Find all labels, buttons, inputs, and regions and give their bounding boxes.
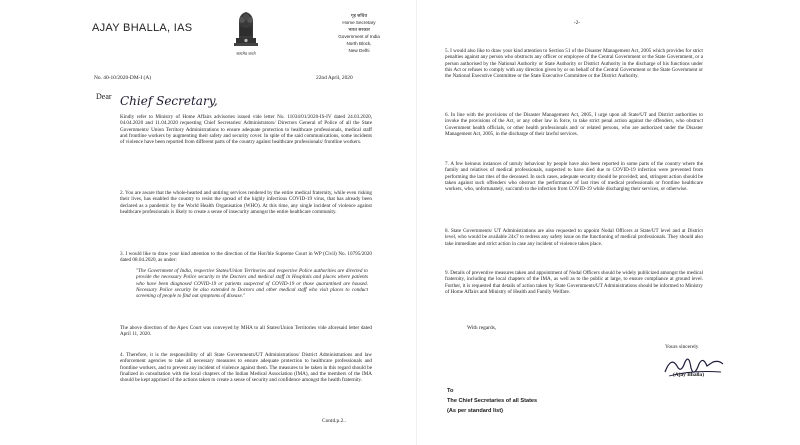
paragraph-8: 8. State Governments/ UT Administrations are also requested to appoint Nodal Officers at State/UT level and at District level, who would be available 24x7 to redress any safety issue on the functioning of medical professionals. They should also take immediate and strict action in case any incident of violence takes place. (445, 228, 703, 247)
address-line: गृह सचिव (350, 13, 368, 18)
recipient-list-note: (As per standard list) (447, 408, 503, 414)
address-line: Government of India (338, 34, 380, 39)
paragraph-6: 6. In line with the provisions of the Disaster Management Act, 2005, I urge upon all State/UT and District authorities to invoke the provisions of the Act, or any other law in force, to take strict penal action against the offenders, who obstruct Government health officials, or other health professionals and/ or related persons, who are authorized under the Disaster Management Act, 2005, in the discharge of their lawful services. (445, 112, 703, 137)
paragraph-intro: Kindly refer to Ministry of Home Affairs advisories issued vide letter No. 11034/01/2020-IS-IV dated 24.03.2020, 04.04.2020 and 11.04.2020 requesting Chief Secretaries/ Administrators/ Directors General of Police of all the State Governments/ Union Territory Administrations to ensure adequate protection to healthcare professionals, medical staff and frontline workers by augmenting their safety and security cover. In spite of the said communications, some incidents of violence have been reported from different parts of the country against healthcare professionals/ frontline workers. (120, 114, 372, 146)
paragraph-conveyed: The above direction of the Apex Court was conveyed by MHA to all States/Union Territories vide aforesaid letter dated April 11, 2020. (120, 325, 372, 338)
handwritten-greeting-text: Chief Secretary, (120, 94, 218, 108)
closing-regards: With regards, (467, 325, 497, 331)
paragraph-9: 9. Details of preventive measures taken and appointment of Nodal Officers should be widely publicized amongst the medical fraternity, including the local chapters of the IMA, as well as to the public at large, to ensure compliance at ground level. Further, it is requested that details of action taken by State Governments/UT Administrations should be informed to Ministry of Home Affairs and Ministry of Health and Family Welfare. (445, 270, 703, 295)
paragraph-4: 4. Therefore, it is the responsibility of all State Governments/UT Administrations/ District Administrations and law enforcement agencies to take all necessary measures to ensure adequate protection to healthcare professionals and frontline workers, and to prevent any incident of violence against them. The measures to be taken in this regard should be finalized in consultation with the local chapters of the Indian Medical Association (IMA), and the members of the IMA should be kept apprised of the actions taken to create a sense of security and confidence amongst the health fraternity. (120, 352, 372, 384)
salutation: Dear (96, 92, 112, 101)
letter-page-1 (88, 0, 404, 445)
letter-date: 22nd April, 2020 (316, 75, 353, 81)
office-address (328, 12, 390, 54)
continued-note: Contd.p.2.. (322, 418, 346, 424)
paragraph-5: 5. I would also like to draw your kind attention to Section 51 of the Disaster Management Act, 2005 which provides for strict penalties against any person who obstructs any officer or employee of the Central Government or the State Government, or a person authorised by the National Authority or State Authority or District Authority in the discharge of his functions under this Act or refuses to comply with any direction given by or on behalf of the Central Government or the State Government or the National Executive Committee or the State Executive Committee or the District Authority. (445, 48, 703, 80)
national-emblem-icon (229, 8, 263, 52)
emblem-motto: सत्यमेव जयते (236, 51, 256, 56)
address-line: Home Secretary (342, 20, 376, 25)
paragraph-2: 2. You are aware that the whole-hearted and untiring services rendered by the entire medical fraternity, while even risking their lives, has enabled the country to resist the spread of the highly infectious COVID-19 virus, that has already been declared as a pandemic by the World Health Organisation (WHO). At this time, any single incident of violence against healthcare professionals is likely to create a sense of insecurity amongst the entire healthcare community. (120, 190, 372, 215)
page-number: -2- (573, 20, 581, 26)
handwritten-greeting (118, 90, 228, 112)
letter-page-2 (416, 0, 736, 445)
to-label: To (447, 388, 454, 394)
reference-number: No. 40-10/2020-DM-I (A) (94, 75, 152, 81)
address-line: New Delhi (348, 48, 370, 53)
address-line: North Block, (346, 41, 372, 46)
paragraph-7: 7. A few heinous instances of unruly behaviour by people have also been reported in some parts of the country where the family and relatives of medical professionals, suspected to have died due to COVID-19 infection were prevented from performing the last rites of the deceased. In such cases, adequate security should be provided; and, stringent action should be taken against such offenders who obstruct the performance of last rites of medical professionals or frontline healthcare workers, who, unfortunately, succumb to the infection from COVID-19 while discharging their services, or otherwise. (445, 161, 703, 193)
recipients: The Chief Secretaries of all States (447, 398, 538, 404)
supreme-court-quote: "The Government of India, respective States/Union Territories and respective Police authorities are directed to provide the necessary Police security to the Doctors and medical staff in Hospitals and places where patients who have been diagnosed COVID-19 or patients suspected of COVID-19 or those quarantined are housed. Necessary Police security be also extended to Doctors and other medical staff who visit places to conduct screening of people to find out symptoms of disease." (136, 268, 368, 300)
address-line: भारत सरकार (348, 27, 370, 32)
paragraph-3: 3. I would like to draw your kind attention to the direction of the Hon'ble Supreme Court in WP (Civil) No. 10795/2020 dated 08.04.2020, as under: (120, 251, 372, 264)
sender-name: AJAY BHALLA, IAS (92, 22, 193, 34)
signatory-name: (Ajay Bhalla) (673, 372, 704, 378)
yours-sincerely: Yours sincerely (665, 344, 699, 350)
recipient-block (447, 386, 537, 416)
